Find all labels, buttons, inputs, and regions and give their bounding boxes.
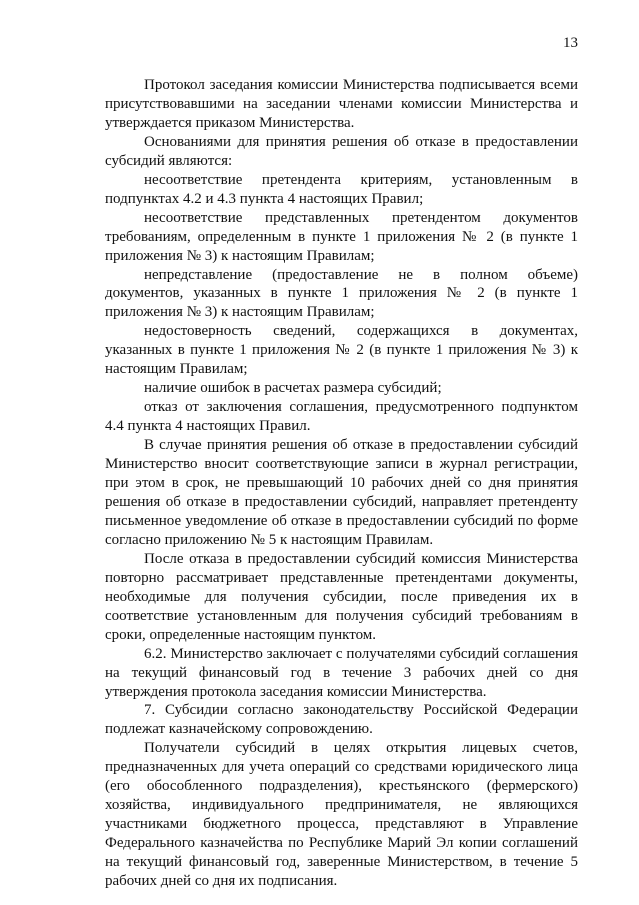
paragraph-ground-criteria: несоответствие претендента критериям, установленным в подпунктах 4.2 и 4.3 пункта 4 настоящих Правил; (105, 171, 578, 207)
paragraph-protocol-signing: Протокол заседания комиссии Министерства подписывается всеми присутствовавшими на заседании членами комиссии Министерства и утверждается приказом Министерства. (105, 77, 578, 131)
paragraph-repeat-review: После отказа в предоставлении субсидий комиссия Министерства повторно рассматривает представленные претендентами документы, необходимые для получения субсидии, после приведения их в соответствие установленным для получения субсидий требованиям в сроки, определенные настоящим пунктом. (105, 550, 578, 643)
paragraph-6-2-agreements: 6.2. Министерство заключает с получателями субсидий соглашения на текущий финансовый год в течение 3 рабочих дней со дня утверждения протокола заседания комиссии Министерства. (105, 645, 578, 700)
paragraph-refusal-notification: В случае принятия решения об отказе в предоставлении субсидий Министерство вносит соответствующие записи в журнал регистрации, при этом в срок, не превышающий 10 рабочих дней со дня принятия решения об отказе в предоставлении субсидий, направляет претенденту письменное уведомление об отказе в предоставлении субсидий по форме согласно приложению № 5 к настоящим Правилам. (105, 437, 578, 548)
paragraph-ground-agreement-refusal: отказ от заключения соглашения, предусмотренного подпунктом 4.4 пункта 4 настоящих Правил. (105, 399, 578, 435)
paragraph-ground-documents-mismatch: несоответствие представленных претендентом документов требованиям, определенным в пункте 1 приложения № 2 (в пункте 1 приложения № 3) к настоящим Правилам; (105, 209, 578, 264)
paragraph-personal-accounts: Получатели субсидий в целях открытия лицевых счетов, предназначенных для учета операций со средствами юридического лица (его обособленного подразделения), крестьянского (фермерского) хозяйства, индивидуального предпринимателя, не являющихся участниками бюджетного процесса, представляют в Управление Федерального казначейства по Республике Марий Эл копии соглашений на текущий финансовый год, заверенные Министерством, в течение 5 рабочих дней со дня их подписания. (105, 740, 578, 890)
paragraph-ground-calculation-errors: наличие ошибок в расчетах размера субсидий; (144, 380, 442, 397)
paragraph-ground-unreliable-info: недостоверность сведений, содержащихся в документах, указанных в пункте 1 приложения № 2 (в пункте 1 приложения № 3) к настоящим Правилам; (105, 323, 578, 378)
paragraph-7-treasury-support: 7. Субсидии согласно законодательству Российской Федерации подлежат казначейскому сопровождению. (105, 702, 578, 738)
paragraph-refusal-grounds: Основаниями для принятия решения об отказе в предоставлении субсидий являются: (105, 133, 578, 169)
document-body (105, 76, 578, 891)
page-number: 13 (563, 35, 578, 51)
paragraph-ground-documents-missing: непредставление (предоставление не в полном объеме) документов, указанных в пункте 1 приложения № 2 (в пункте 1 приложения № 3) к настоящим Правилам; (105, 266, 578, 321)
